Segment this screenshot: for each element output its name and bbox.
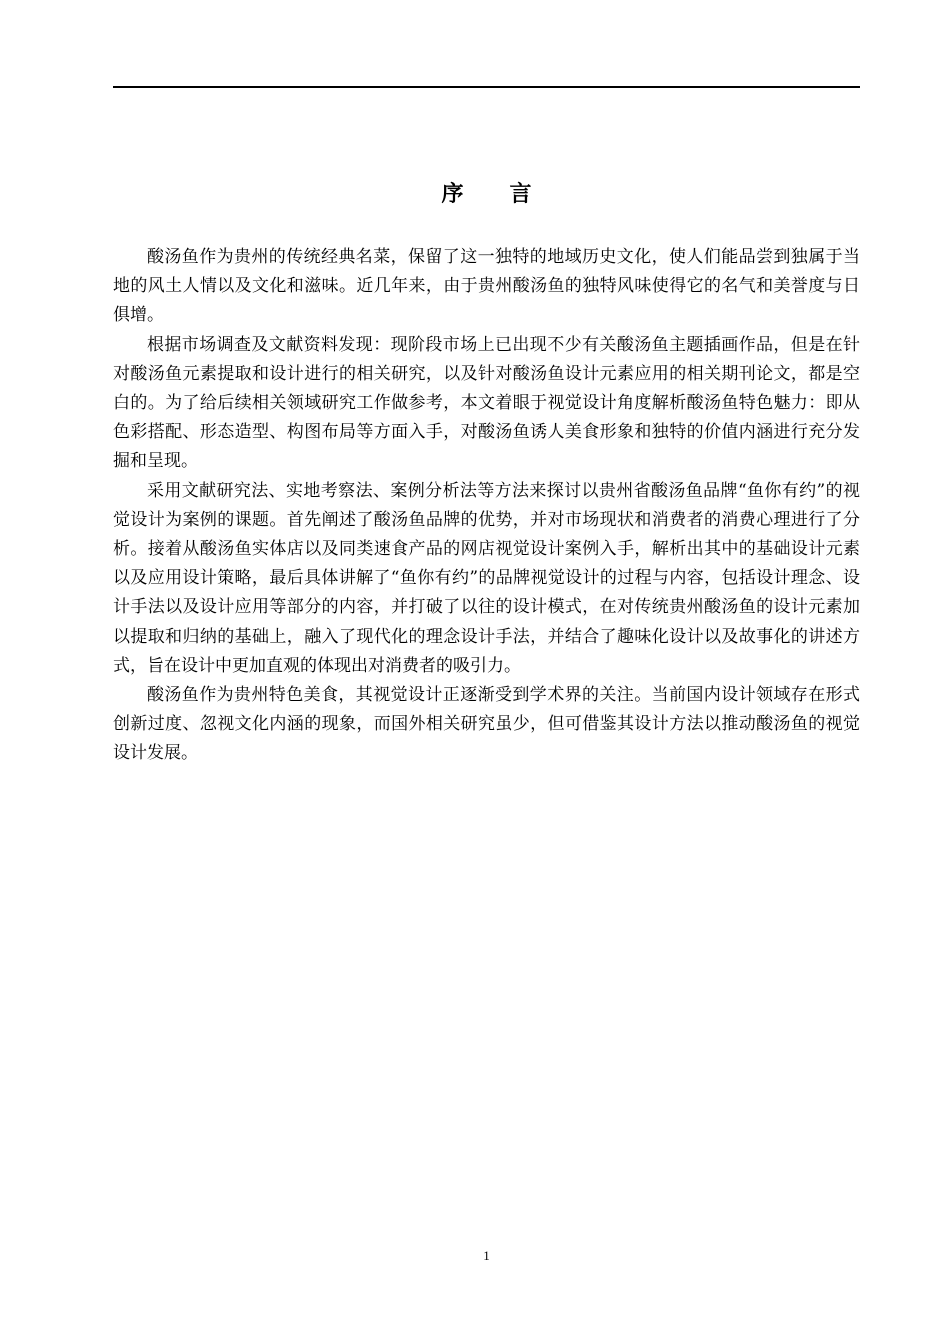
paragraph-4: 酸汤鱼作为贵州特色美食，其视觉设计正逐渐受到学术界的关注。当前国内设计领域存在形式创新过度、忽视文化内涵的现象，而国外相关研究虽少，但可借鉴其设计方法以推动酸汤鱼的视觉设计发展。 (113, 685, 860, 764)
paragraph-1: 酸汤鱼作为贵州的传统经典名菜，保留了这一独特的地域历史文化，使人们能品尝到独属于当地的风土人情以及文化和滋味。近几年来，由于贵州酸汤鱼的独特风味使得它的名气和美誉度与日俱增。 (113, 247, 860, 326)
paragraph-3: 采用文献研究法、实地考察法、案例分析法等方法来探讨以贵州省酸汤鱼品牌“鱼你有约”的视觉设计为案例的课题。首先阐述了酸汤鱼品牌的优势，并对市场现状和消费者的消费心理进行了分析。接着从酸汤鱼实体店以及同类速食产品的网店视觉设计案例入手，解析出其中的基础设计元素以及应用设计策略，最后具体讲解了“鱼你有约”的品牌视觉设计的过程与内容，包括设计理念、设计手法以及设计应用等部分的内容，并打破了以往的设计模式，在对传统贵州酸汤鱼的设计元素加以提取和归纳的基础上，融入了现代化的理念设计手法，并结合了趣味化设计以及故事化的讲述方式，旨在设计中更加直观的体现出对消费者的吸引力。 (113, 480, 860, 676)
title-char-2: 言 (509, 182, 532, 207)
header-rule (113, 86, 860, 88)
page-number: 1 (483, 1248, 490, 1263)
title-char-1: 序 (441, 182, 464, 207)
paragraph-2: 根据市场调查及文献资料发现：现阶段市场上已出现不少有关酸汤鱼主题插画作品，但是在针对酸汤鱼元素提取和设计进行的相关研究，以及针对酸汤鱼设计元素应用的相关期刊论文，都是空白的。为了给后续相关领域研究工作做参考，本文着眼于视觉设计角度解析酸汤鱼特色魅力：即从色彩搭配、形态造型、构图布局等方面入手，对酸汤鱼诱人美食形象和独特的价值内涵进行充分发掘和呈现。 (113, 334, 860, 472)
page-title (113, 180, 860, 210)
preface-body (113, 243, 860, 769)
